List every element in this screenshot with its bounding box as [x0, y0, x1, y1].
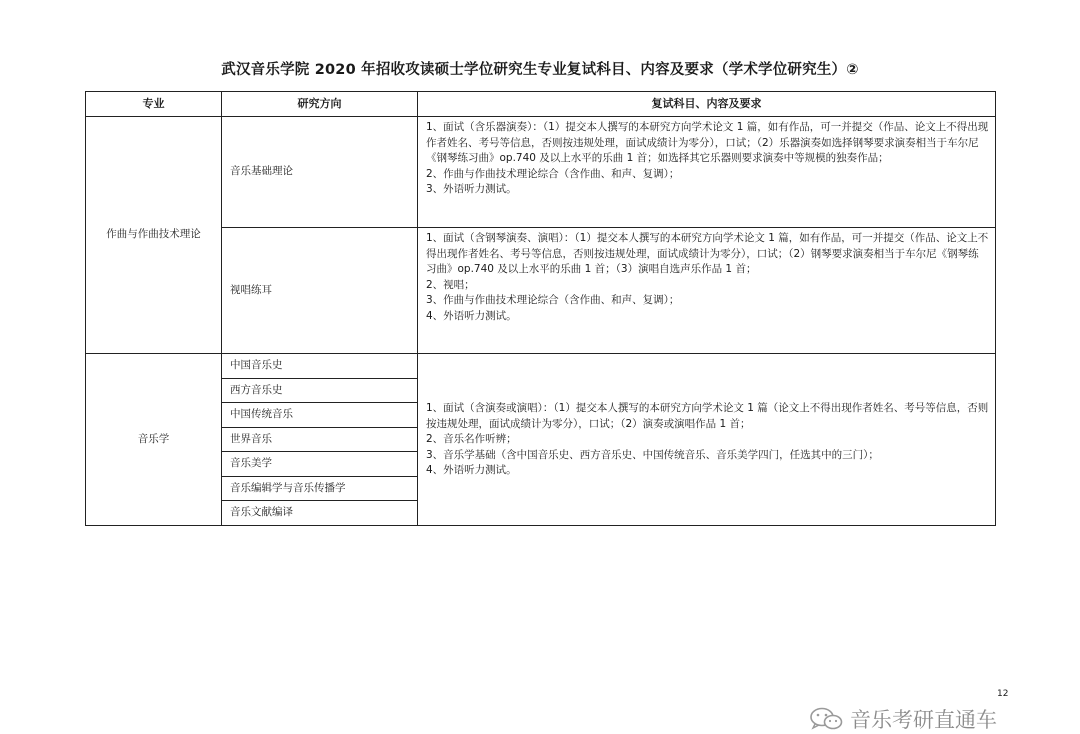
direction-cell: 音乐基础理论 — [222, 117, 418, 228]
requirement-item: 1、面试（含演奏或演唱）：（1）提交本人撰写的本研究方向学术论文 1 篇（论文上不得出现作者姓名、考号等信息，否则按违规处理，面试成绩计为零分），口试；（2）演奏或演唱作品 1 首； — [426, 402, 989, 430]
requirement-item: 3、外语听力测试。 — [426, 183, 517, 195]
major-cell-musicology: 音乐学 — [86, 354, 222, 526]
requirements-cell — [418, 228, 996, 354]
direction-cell: 西方音乐史 — [222, 378, 418, 403]
direction-cell: 音乐编辑学与音乐传播学 — [222, 476, 418, 501]
requirement-item: 1、面试（含钢琴演奏、演唱）：（1）提交本人撰写的本研究方向学术论文 1 篇，如有作品，可一并提交（作品、论文上不得出现作者姓名、考号等信息，否则按违规处理，面试成绩计为零分），口试；（2）钢琴要求演奏相当于车尔尼《钢琴练习曲》op.740 及以上水平的乐曲 1 首；（3）演唱自选声乐作品 1 首； — [426, 232, 989, 275]
direction-cell: 音乐文献编译 — [222, 501, 418, 526]
header-major: 专业 — [86, 92, 222, 117]
requirement-item: 2、作曲与作曲技术理论综合（含作曲、和声、复调）； — [426, 167, 680, 180]
requirement-item: 4、外语听力测试。 — [426, 309, 517, 322]
requirement-item: 2、音乐名作听辨； — [426, 433, 517, 445]
major-cell-composition: 作曲与作曲技术理论 — [86, 117, 222, 354]
requirement-item: 3、作曲与作曲技术理论综合（含作曲、和声、复调）； — [426, 294, 680, 306]
requirements-table — [85, 91, 996, 526]
watermark — [808, 704, 997, 734]
requirements-cell — [418, 117, 996, 228]
wechat-icon — [808, 706, 844, 732]
direction-cell: 世界音乐 — [222, 427, 418, 452]
direction-cell: 中国传统音乐 — [222, 403, 418, 428]
requirement-item: 1、面试（含乐器演奏）：（1）提交本人撰写的本研究方向学术论文 1 篇，如有作品，可一并提交（作品、论文上不得出现作者姓名、考号等信息，否则按违规处理，面试成绩计为零分），口试；（2）乐器演奏如选择钢琴要求演奏相当于车尔尼《钢琴练习曲》op.740 及以上水平的乐曲 1 首；如选择其它乐器则要求演奏中等规模的独奏作品； — [426, 121, 989, 164]
table-header-row — [86, 92, 996, 117]
page-number: 12 — [997, 689, 1009, 699]
watermark-text: 音乐考研直通车 — [850, 708, 997, 732]
document-title: 武汉音乐学院 2020 年招收攻读硕士学位研究生专业复试科目、内容及要求（学术学位研究生）② — [221, 62, 859, 78]
direction-cell: 音乐美学 — [222, 452, 418, 477]
table-row — [86, 354, 996, 379]
requirement-item: 4、外语听力测试。 — [426, 464, 517, 476]
table-row — [86, 117, 996, 228]
requirement-item: 2、视唱； — [426, 278, 475, 291]
table-row — [86, 228, 996, 354]
header-requirements: 复试科目、内容及要求 — [418, 92, 996, 117]
direction-cell: 视唱练耳 — [222, 228, 418, 354]
requirement-item: 3、音乐学基础（含中国音乐史、西方音乐史、中国传统音乐、音乐美学四门，任选其中的三门）； — [426, 448, 879, 461]
requirements-cell — [418, 354, 996, 526]
header-direction: 研究方向 — [222, 92, 418, 117]
direction-cell: 中国音乐史 — [222, 354, 418, 379]
